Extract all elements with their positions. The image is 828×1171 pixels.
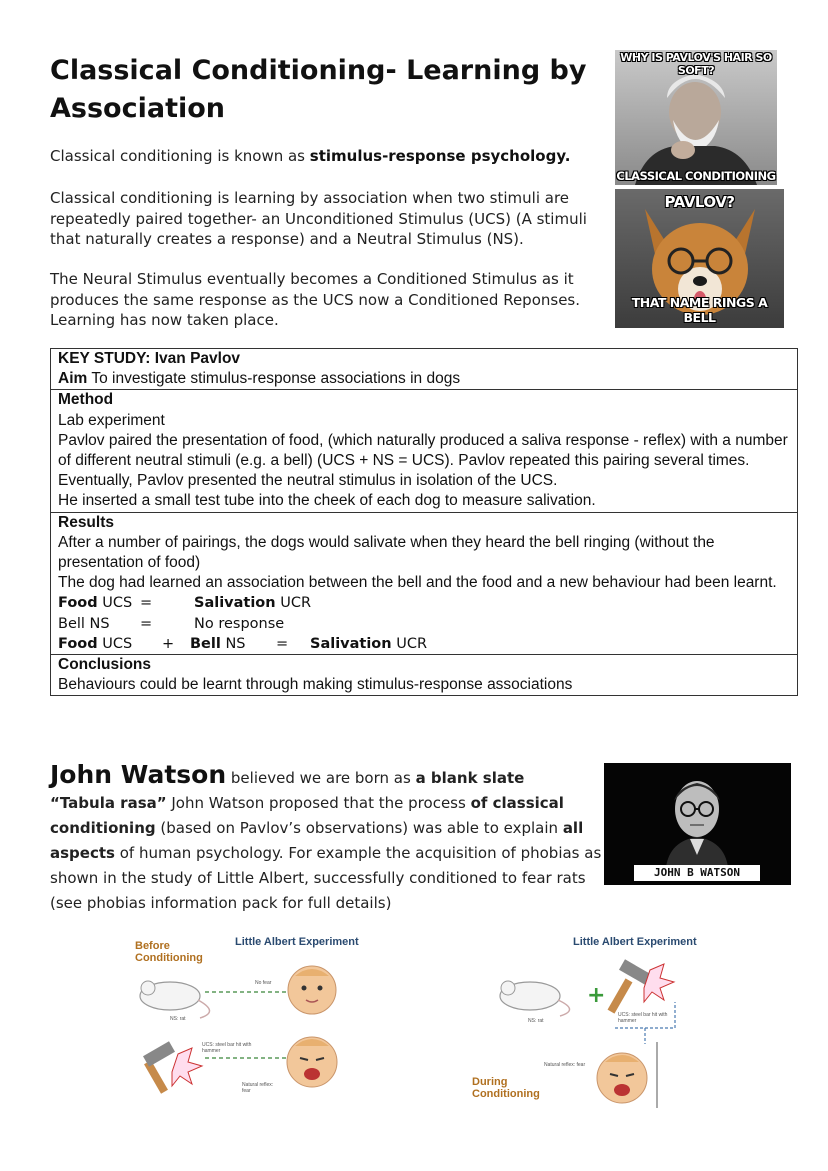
watson-paragraph: John Watson believed we are born as a blank slate “Tabula rasa” John Watson proposed that the process of classical conditioning (based on Pavlov’s observations) was able to explain all aspects of human psychology. For example the acquisition of phobias as shown in the study of Little Albert, successfully conditioned to fear rats (see phobias information pack for full details) [50,760,602,912]
ns-rat-label: NS: rat [170,1016,186,1022]
left-diagram-title: Little Albert Experiment [235,936,359,948]
conclusions-label: Conclusions [58,656,152,674]
ucs-bar-label: UCS: steel bar hit with hammer [202,1042,252,1054]
pavlov-meme-bottom-caption: CLASSICAL CONDITIONING [616,169,776,183]
intro-paragraph-1: Classical conditioning is known as stimulus-response psychology. [50,147,571,165]
natural-reflex-label-right: Natural reflex: fear [544,1062,586,1068]
conclusions-text: Behaviours could be learnt through making stimulus-response associations [58,676,573,694]
right-diagram-title: Little Albert Experiment [573,936,697,948]
results-row [51,512,798,654]
watson-name: John Watson [50,760,227,789]
hammer-icon [608,959,674,1013]
equation-bell: Bell NS = No response [58,615,285,632]
pavlov-meme-image [615,50,777,185]
study-heading-row [51,349,798,390]
conclusions-row [51,655,798,696]
baby-face-icon [288,966,336,1014]
plus-icon: + [587,983,606,1008]
key-study-table [50,348,798,696]
before-conditioning-label: Before Conditioning [135,940,203,964]
natural-reflex-label: Natural reflex: fear [242,1082,274,1094]
method-label: Method [58,391,114,409]
hammer-icon [143,1041,202,1093]
ns-rat-label-right: NS: rat [528,1018,544,1024]
equation-food: Food UCS = Salivation UCR [58,595,312,612]
method-line: He inserted a small test tube into the cheek of each dog to measure salivation. [58,492,596,510]
intro-paragraph-2: Classical conditioning is learning by association when two stimuli are repeatedly paired together- an Unconditioned Stimulus (UCS) (A stimuli that naturally creates a response) and a Neutral Stimulus (NS). [50,189,587,248]
diagram-illustrations [130,930,700,1120]
pavlov-meme-top-caption: WHY IS PAVLOV'S HAIR SO SOFT? [620,51,772,77]
study-heading: KEY STUDY: Ivan Pavlov [58,350,241,367]
crying-baby-icon [597,1053,647,1103]
crying-baby-icon [287,1037,337,1087]
watson-portrait-caption: JOHN B WATSON [634,865,760,881]
equation-block [58,593,790,654]
dog-meme-top-caption: PAVLOV? [664,193,735,211]
method-line: Lab experiment [58,411,165,429]
rat-icon [140,981,210,1018]
results-label: Results [58,513,114,531]
intro-bold-term: stimulus-response psychology. [309,147,571,165]
dog-meme-image [615,189,784,328]
little-albert-diagram [130,930,700,1120]
page-title: Classical Conditioning- Learning by Association [50,55,587,124]
equation-food-bell: Food UCS + Bell NS = Salivation UCR [58,635,428,652]
dog-meme-bottom-caption: THAT NAME RINGS A BELL [631,295,768,325]
method-row [51,390,798,512]
results-line: After a number of pairings, the dogs would salivate when they heard the bell ringing (without the presentation of food) [58,533,715,572]
no-fear-label: No fear [255,980,272,986]
method-line: Pavlov paired the presentation of food, (which naturally produced a saliva response - reflex) with a number of different neutral stimuli (e.g. a bell) (UCS + NS = UCS). Pavlov repeated this pairing several times. [58,431,788,470]
method-line: Eventually, Pavlov presented the neutral stimulus in isolation of the UCS. [58,472,558,490]
during-conditioning-label: During Conditioning [472,1076,540,1100]
watson-portrait-image [604,763,791,885]
ucs-bar-label-right: UCS: steel bar hit with hammer [618,1012,668,1024]
intro-paragraph-3: The Neural Stimulus eventually becomes a Conditioned Stimulus as it produces the same response as the UCS now a Conditioned Reponses. Learning has now taken place. [50,270,581,329]
results-line: The dog had learned an association between the bell and the food and a new behaviour had been learnt. [58,574,777,592]
aim-row: Aim To investigate stimulus-response associations in dogs [58,370,461,388]
rat-icon [500,981,570,1016]
